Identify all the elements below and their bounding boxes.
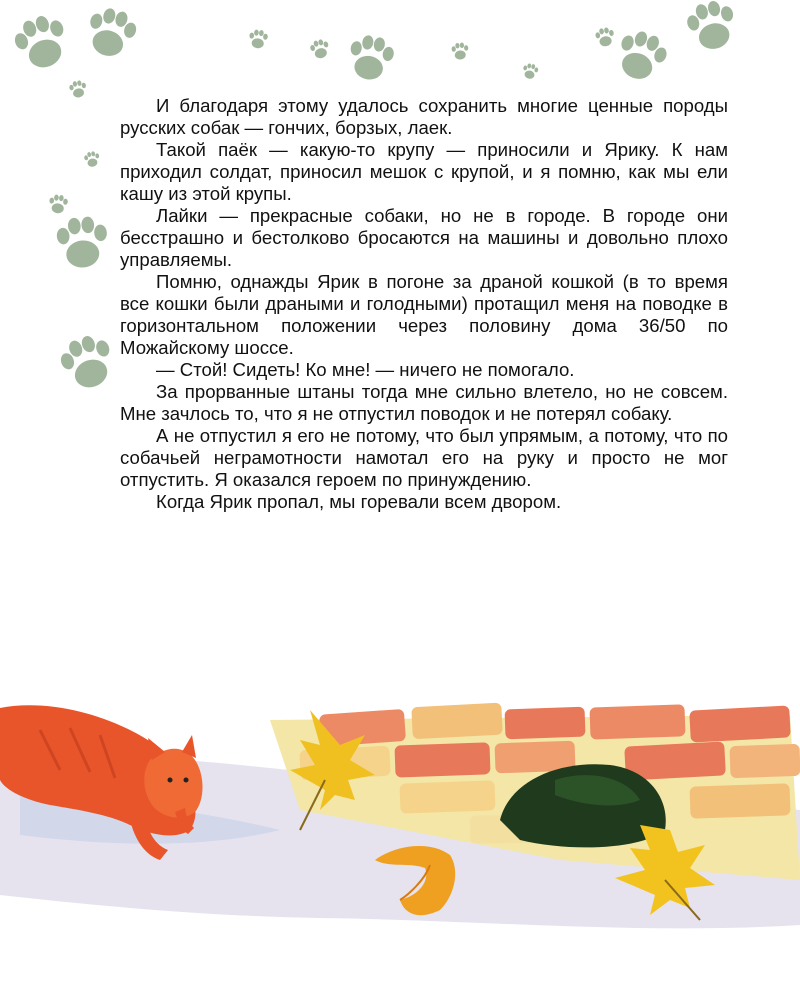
paragraph: А не отпустил я его не потому, что был упрямым, а потому, что по собачьей неграмотности намотал его на руку и просто не мог отпустить. Я оказался героем по принуждению.	[120, 425, 728, 490]
paw-print-icon	[56, 330, 120, 394]
paw-print-icon	[346, 33, 396, 83]
paragraph: За прорванные штаны тогда мне сильно влетело, но не совсем. Мне зачлось то, что я не отпустил поводок и не потерял собаку.	[120, 381, 728, 424]
paw-print-icon	[68, 79, 87, 98]
paw-print-icon	[594, 26, 615, 47]
paragraph: Помню, однажды Ярик в погоне за драной кошкой (в то время все кошки были драными и голодными) протащил меня на поводке в горизонтальном положении через половину дома 36/50 по Можайскому шоссе.	[120, 271, 728, 358]
paragraph: Лайки — прекрасные собаки, но не в городе. В городе они бесстрашно и бестолково бросаются на машины и довольно плохо управляемы.	[120, 205, 728, 270]
paragraph: И благодаря этому удалось сохранить многие ценные породы русских собак — гончих, борзых, лаек.	[120, 95, 728, 138]
paw-print-icon	[248, 29, 268, 49]
paragraph: — Стой! Сидеть! Ко мне! — ничего не помогало.	[156, 359, 575, 380]
paw-print-icon	[83, 150, 100, 167]
cat-and-wall-illustration	[0, 690, 800, 990]
paw-print-icon	[522, 63, 539, 80]
paw-print-icon	[683, 0, 740, 54]
paw-print-icon	[451, 42, 469, 60]
paw-print-icon	[48, 194, 68, 214]
paw-print-icon	[309, 38, 332, 61]
paw-print-icon	[83, 4, 140, 61]
paragraph: Когда Ярик пропал, мы горевали всем двором.	[156, 491, 562, 512]
story-text	[120, 95, 728, 513]
paw-print-icon	[10, 10, 74, 74]
paw-print-icon	[55, 215, 109, 269]
paragraph: Такой паёк — какую-то крупу — приносили и Ярику. К нам приходил солдат, приносил мешок с крупой, и я помню, как мы ели кашу из этой крупы.	[120, 139, 728, 204]
paw-print-icon	[612, 26, 672, 86]
